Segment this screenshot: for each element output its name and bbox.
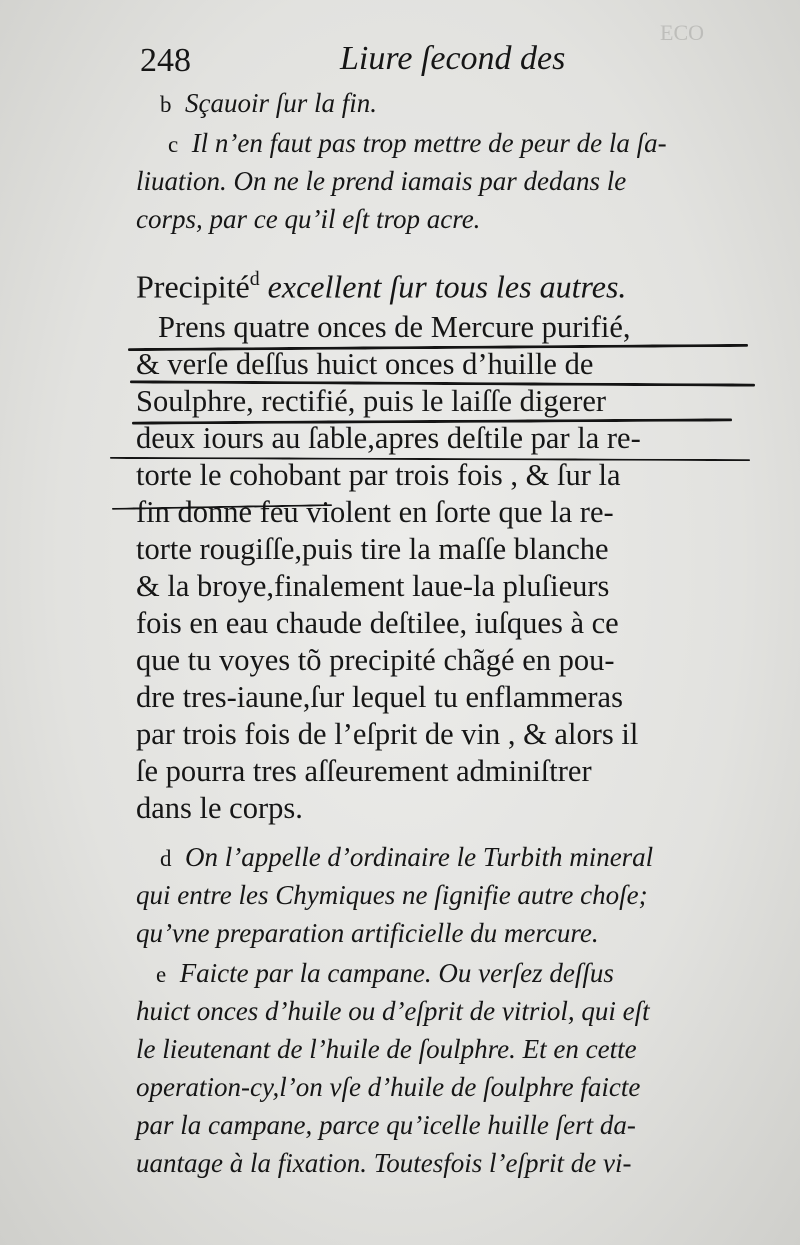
body-line: torte le cohobant par trois fois , & ſur la — [136, 458, 621, 492]
footnote-c — [168, 128, 667, 159]
footnote-line: liuation. On ne le prend iamais par dedans le — [136, 166, 627, 196]
page-number: 248 — [140, 42, 191, 79]
heading-main: Precipité — [136, 268, 250, 305]
body-line: fois en eau chaude deſtilee, iuſques à ce — [136, 606, 619, 640]
body-line: & verſe deſſus huict onces d’huille de — [136, 347, 594, 381]
note-text: Sçauoir ſur la fin. — [184, 88, 377, 118]
footnote-line: corps, par ce qu’il eſt trop acre. — [136, 204, 481, 234]
footnote-b — [160, 88, 377, 119]
footnote-line: huict onces d’huile ou d’eſprit de vitriol, qui eſt — [136, 996, 650, 1026]
note-text: Faicte par la campane. Ou verſez deſſus — [179, 958, 614, 988]
note-mark: d — [160, 846, 172, 871]
body-line: fin donne feu violent en ſorte que la re- — [136, 495, 614, 529]
body-line: torte rougiſſe,puis tire la maſſe blanche — [136, 532, 609, 566]
footnote-line: par la campane, parce qu’icelle huille ſert da- — [136, 1110, 636, 1140]
footnote-line: le lieutenant de l’huile de ſoulphre. Et en cette — [136, 1034, 637, 1064]
note-mark: b — [160, 92, 172, 117]
body-line: par trois fois de l’eſprit de vin , & alors il — [136, 717, 639, 751]
footnote-line: qui entre les Chymiques ne ſignifie autre choſe; — [136, 880, 648, 910]
note-text: On l’appelle d’ordinaire le Turbith mineral — [184, 842, 654, 872]
heading-rest: excellent ſur tous les autres. — [267, 268, 627, 305]
body-line: Prens quatre onces de Mercure purifié, — [158, 310, 631, 344]
body-line: & la broye,finalement laue-la pluſieurs — [136, 569, 610, 603]
footnote-line: uantage à la fixation. Toutesfois l’eſprit de vi- — [136, 1148, 632, 1178]
footnote-e — [156, 958, 614, 989]
heading-note-mark: d — [249, 268, 260, 290]
note-mark: c — [168, 132, 179, 157]
running-title: Liure ſecond des — [340, 40, 566, 77]
body-line: que tu voyes tõ precipité chãgé en pou- — [136, 643, 615, 677]
footnote-line: qu’vne preparation artificielle du mercure. — [136, 918, 599, 948]
body-line: dre tres-iaune,ſur lequel tu enflammeras — [136, 680, 623, 714]
footnote-line: operation-cy,l’on vſe d’huile de ſoulphre faicte — [136, 1072, 641, 1102]
body-line: ſe pourra tres aſſeurement adminiſtrer — [136, 754, 592, 788]
body-line: deux iours au ſable,apres deſtile par la re- — [136, 421, 641, 455]
show-through-mark: ECO — [660, 20, 704, 45]
footnote-d — [160, 842, 653, 873]
body-line: Soulphre, rectifié, puis le laiſſe digerer — [136, 384, 607, 418]
note-mark: e — [156, 962, 167, 987]
body-line: dans le corps. — [136, 791, 303, 825]
note-text: Il n’en faut pas trop mettre de peur de la ſa- — [191, 128, 667, 158]
section-heading — [136, 268, 626, 305]
